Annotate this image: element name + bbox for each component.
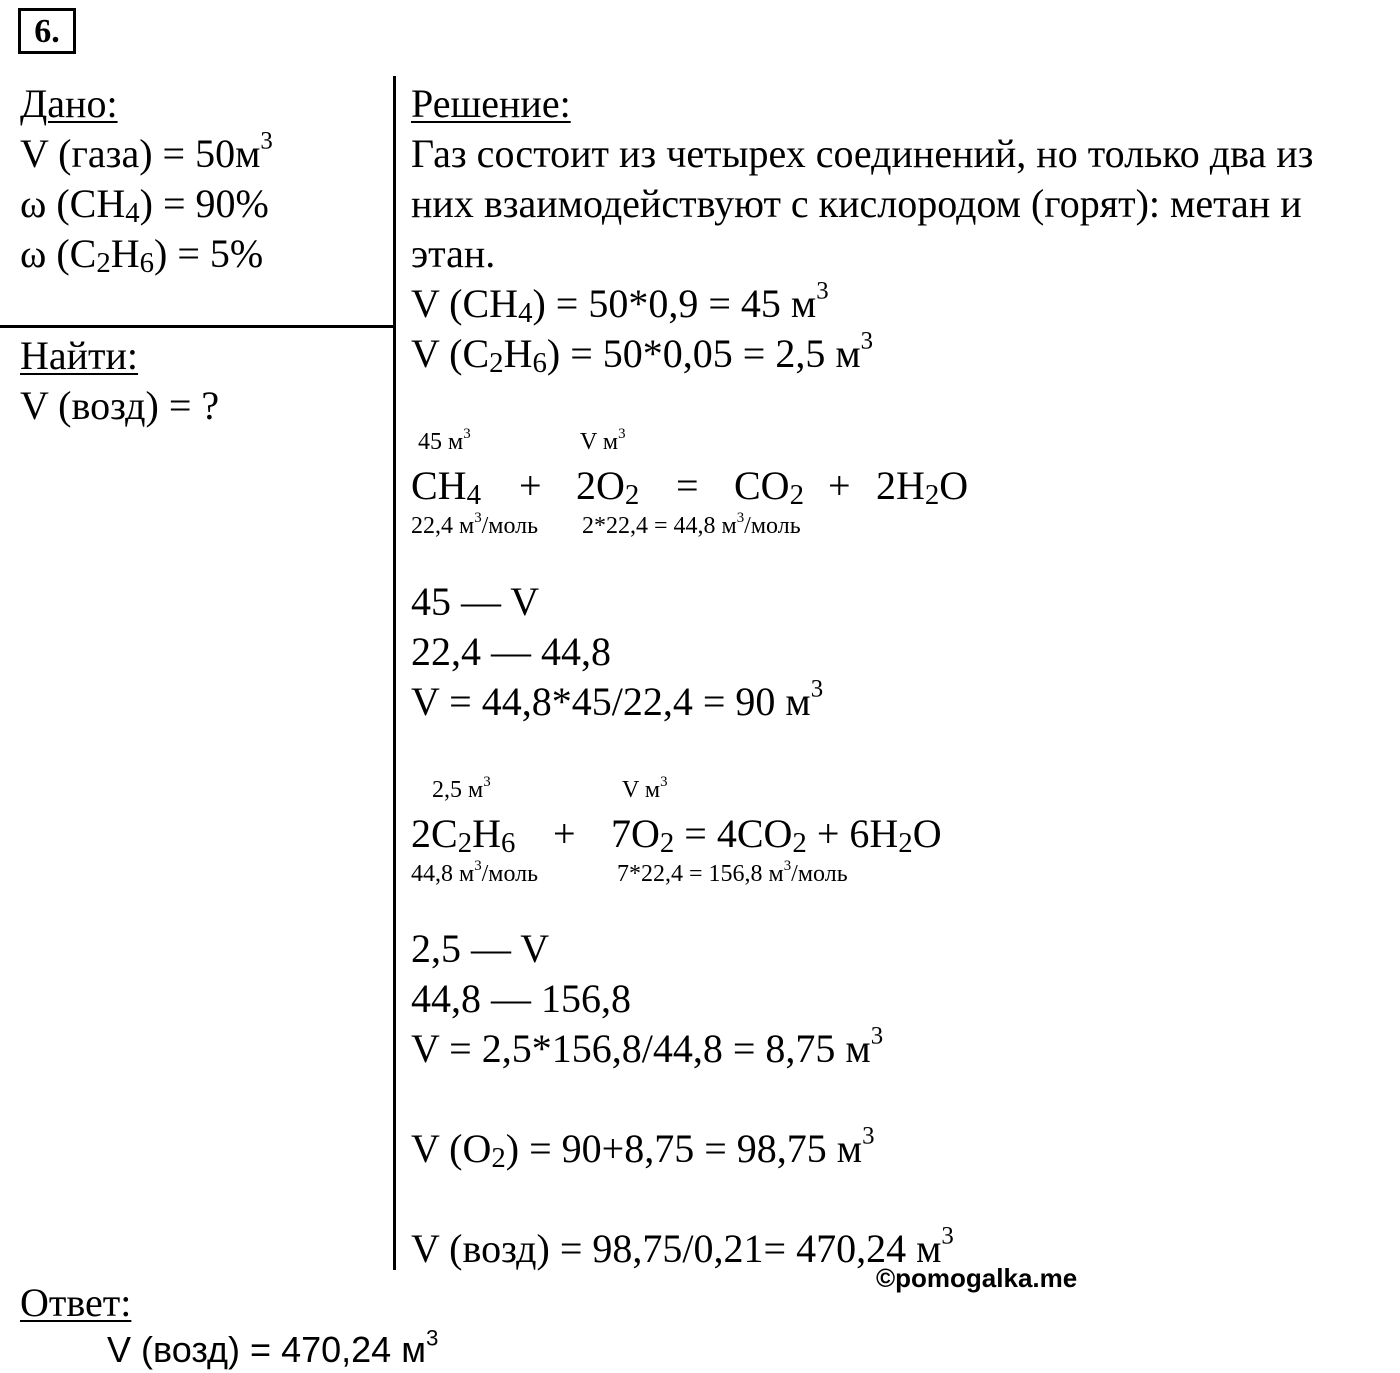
result2: V = 2,5*156,8/44,8 = 8,75 $м^3$ [411,1022,884,1071]
solution-intro-line-2: них взаимодействуют с кислородом (горят): метан и [411,181,1302,226]
reaction1-h2o: $2H_2O$ [876,463,969,512]
horizontal-divider [0,325,395,328]
reaction2-products: $7O_2 = 4CO_2 + 6H_2O$ [611,811,942,860]
given-ch4-fraction: ω $(CH_4) = 90\%$ [20,181,269,230]
volume-ch4: V $(CH_4) = 50*0,9 = 45$ $м^3$ [411,277,829,330]
reaction2-c2h6: $2C_2H_6$ [411,811,516,860]
reaction1-equals: = [676,463,699,508]
problem-number: 6. [18,8,76,54]
result1: V = 44,8*45/22,4 = 90 $м^3$ [411,675,824,724]
reaction1-above-right: V $м^3$ [580,425,626,455]
volume-o2: V $(O_2) = 90+8,75 = 98,75$ $м^3$ [411,1122,875,1175]
reaction1-below-left: 22,4 $м^3$/моль [411,509,539,539]
find-target: V (возд) = ? [20,383,220,428]
reaction2-plus-1: + [553,811,576,856]
proportion2-line-1: 2,5 — V [411,926,550,971]
reaction1-ch4: $CH_4$ [411,463,481,512]
vertical-divider [393,76,396,1270]
watermark: ©pomogalka.me [876,1263,1078,1293]
solution-intro-line-1: Газ состоит из четырех соединений, но только два из [411,131,1314,176]
given-gas-volume: V (газа) = $50м^3$ [20,127,273,176]
proportion2-line-2: 44,8 — 156,8 [411,976,631,1021]
volume-air: V (возд) = 98,75/0,21= 470,24 $м^3$ [411,1222,954,1271]
reaction1-co2: $CO_2$ [734,463,804,512]
reaction1-below-right: 2*22,4 = 44,8 $м^3$/моль [582,509,801,539]
reaction1-plus-2: + [828,463,851,508]
find-heading: Найти: [20,333,139,378]
given-c2h6-fraction: ω $(C_2H_6) = 5\%$ [20,231,264,280]
reaction1-o2: $2O_2$ [576,463,640,512]
reaction2-above-right: V $м^3$ [622,773,668,803]
answer-heading: Ответ: [20,1280,132,1325]
given-heading: Дано: [20,81,118,126]
solution-heading: Решение: [411,81,571,126]
answer-value: V (возд) = 470,24 $м^3$ [107,1325,439,1370]
reaction2-below-left: 44,8 $м^3$/моль [411,857,539,887]
proportion1-line-2: 22,4 — 44,8 [411,629,611,674]
solution-intro-line-3: этан. [411,231,496,276]
reaction2-below-right: 7*22,4 = 156,8 $м^3$/моль [617,857,848,887]
reaction1-above-left: 45 $м^3$ [418,425,471,455]
volume-c2h6: V $(C_2H_6) = 50*0,05 = 2,5$ $м^3$ [411,327,874,380]
reaction2-above-left: 2,5 $м^3$ [432,773,491,803]
reaction1-plus-1: + [519,463,542,508]
proportion1-line-1: 45 — V [411,579,540,624]
